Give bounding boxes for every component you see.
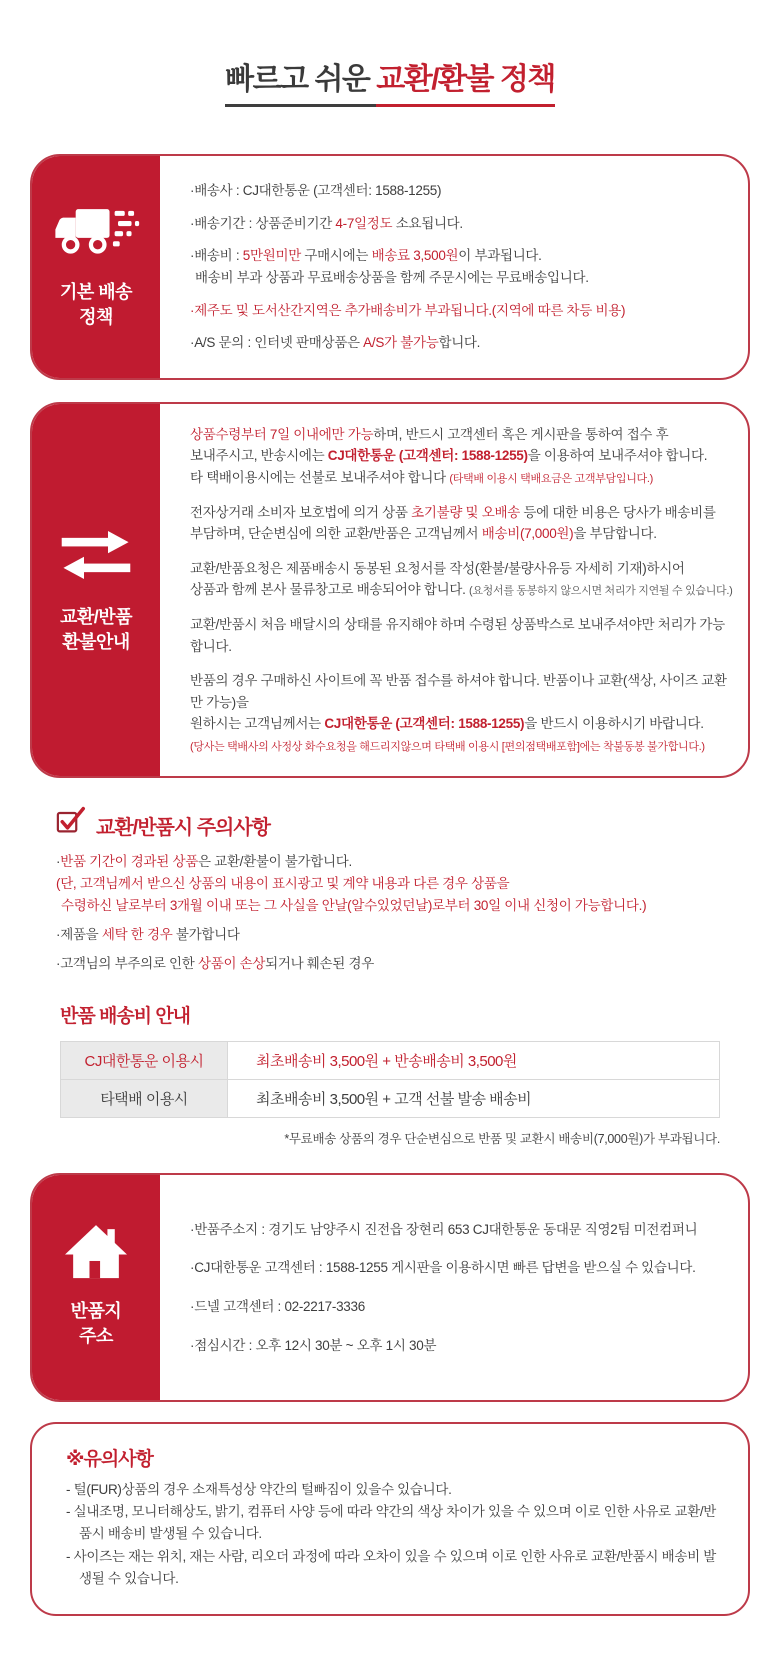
return-address-label-text: 반품지 주소 bbox=[70, 1301, 122, 1347]
text-line: 상품과 함께 본사 물류창고로 배송되어야 합니다. (요청서를 동봉하지 않으시면 처리가 지연될 수 있습니다.) bbox=[190, 582, 733, 598]
exchange-arrows-icon bbox=[58, 525, 134, 590]
text-line: 타 택배이용시에는 선불로 보내주셔야 합니다 (타택배 이용시 택배요금은 고객부담입니다.) bbox=[190, 469, 653, 485]
caution-heading-row bbox=[56, 806, 750, 840]
notice-box bbox=[30, 1422, 750, 1616]
return-fee-heading: 반품 배송비 안내 bbox=[60, 1005, 191, 1027]
return-fee-table bbox=[60, 1041, 720, 1118]
text-line: 교환/반품시 처음 배달시의 상태를 유지해야 하며 수령된 상품박스로 보내주셔야만 처리가 가능합니다. bbox=[190, 616, 725, 654]
basic-shipping-label-text: 기본 배송 정책 bbox=[59, 281, 133, 327]
exchange-refund-body bbox=[160, 404, 748, 777]
house-icon bbox=[65, 1225, 127, 1284]
address-line: ·드넬 고객센터 : 02-2217-3336 bbox=[190, 1298, 365, 1314]
page-title-prefix: 빠르고 쉬운 bbox=[225, 63, 376, 107]
address-line: ·CJ대한통운 고객센터 : 1588-1255 게시판을 이용하시면 빠른 답변을 받으실 수 있습니다. bbox=[190, 1260, 696, 1276]
caution-heading: 교환/반품시 주의사항 bbox=[96, 817, 270, 840]
checkbox-check-icon bbox=[56, 806, 86, 840]
notice-heading: ※유의사항 bbox=[66, 1449, 153, 1471]
fee-amount-cell: 최초배송비 3,500원 + 고객 선불 발송 배송비 bbox=[228, 1079, 720, 1117]
text-line: ·배송비 : 5만원미만 구매시에는 배송료 3,500원이 부과됩니다. bbox=[190, 248, 542, 264]
text-line: 전자상거래 소비자 보호법에 의거 상품 초기불량 및 오배송 등에 대한 비용은 당사가 배송비를 bbox=[190, 504, 716, 520]
text-line: 교환/반품요청은 제품배송시 동봉된 요청서를 작성(환불/불량사유등 자세히 기재)하시어 bbox=[190, 560, 685, 576]
exchange-refund-label-text: 교환/반품 환불안내 bbox=[59, 606, 133, 653]
text-line: (당사는 택배사의 사정상 화수요청을 해드리지않으며 타택배 이용시 [편의점택배포함]에는 착불동봉 불가합니다.) bbox=[190, 740, 705, 753]
truck-icon bbox=[52, 204, 140, 265]
return-address-body bbox=[160, 1175, 748, 1400]
exchange-refund-guide-box bbox=[30, 402, 750, 779]
notice-item: - 실내조명, 모니터해상도, 밝기, 컴퓨터 사양 등에 따라 약간의 색상 차이가 있을 수 있으며 이로 인한 사유로 교환/반품시 배송비 발생될 수 있습니다. bbox=[66, 1504, 717, 1542]
return-address-box bbox=[30, 1173, 750, 1402]
return-address-label-panel bbox=[32, 1175, 160, 1400]
caution-body bbox=[56, 851, 750, 974]
caution-section bbox=[56, 806, 750, 974]
text-line: 수령하신 날로부터 3개월 이내 또는 그 사실을 안날(알수있었던날)로부터 30일 이내 신청이 가능합니다.) bbox=[61, 898, 647, 914]
fee-carrier-cell: CJ대한통운 이용시 bbox=[61, 1041, 228, 1079]
address-line: ·점심시간 : 오후 12시 30분 ~ 오후 1시 30분 bbox=[190, 1337, 437, 1353]
text-line: 부담하며, 단순변심에 의한 교환/반품은 고객님께서 배송비(7,000원)을 부담합니다. bbox=[190, 526, 657, 542]
text-line: ·A/S 문의 : 인터넷 판매상품은 A/S가 불가능합니다. bbox=[190, 335, 481, 351]
table-row bbox=[61, 1041, 720, 1079]
fee-amount-cell: 최초배송비 3,500원 + 반송배송비 3,500원 bbox=[228, 1041, 720, 1079]
text-line: ·제주도 및 도서산간지역은 추가배송비가 부과됩니다.(지역에 따른 차등 비용) bbox=[190, 302, 626, 318]
basic-shipping-label-panel bbox=[32, 156, 160, 378]
text-line: 반품의 경우 구매하신 사이트에 꼭 반품 접수를 하셔야 합니다. 반품이나 교환(색상, 사이즈 교환만 가능)을 bbox=[190, 673, 727, 710]
text-line: (단, 고객님께서 받으신 상품의 내용이 표시광고 및 계약 내용과 다른 경우 상품을 bbox=[56, 876, 510, 892]
text-line: 보내주시고, 반송시에는 CJ대한통운 (고객센터: 1588-1255)을 이용하여 보내주셔야 합니다. bbox=[190, 448, 708, 464]
text-line: 원하시는 고객님께서는 CJ대한통운 (고객센터: 1588-1255)을 반드시 이용하시기 바랍니다. bbox=[190, 716, 704, 732]
text-line: 배송비 부과 상품과 무료배송상품을 함께 주문시에는 무료배송입니다. bbox=[195, 269, 589, 285]
page-title-wrap bbox=[0, 0, 780, 118]
text-line: ·배송기간 : 상품준비기간 4-7일정도 소요됩니다. bbox=[190, 215, 463, 231]
table-row bbox=[61, 1079, 720, 1117]
return-fee-section bbox=[60, 1001, 720, 1147]
text-line: ·배송사 : CJ대한통운 (고객센터: 1588-1255) bbox=[190, 183, 442, 199]
page-title bbox=[225, 62, 555, 98]
text-line: ·고객님의 부주의로 인한 상품이 손상되거나 훼손된 경우 bbox=[56, 955, 374, 971]
basic-shipping-policy-box bbox=[30, 154, 750, 380]
return-fee-footnote: *무료배송 상품의 경우 단순변심으로 반품 및 교환시 배송비(7,000원)가 부과됩니다. bbox=[284, 1131, 720, 1146]
page-title-highlight: 교환/환불 정책 bbox=[376, 63, 555, 107]
notice-item: - 사이즈는 재는 위치, 재는 사람, 리오더 과정에 따라 오차이 있을 수 있으며 이로 인한 사유로 교환/반품시 배송비 발생될 수 있습니다. bbox=[66, 1548, 717, 1586]
notice-items bbox=[66, 1479, 722, 1590]
text-line: 상품수령부터 7일 이내에만 가능하며, 반드시 고객센터 혹은 게시판을 통하여 접수 후 bbox=[190, 426, 669, 442]
basic-shipping-body bbox=[160, 156, 748, 378]
exchange-refund-label-panel bbox=[32, 404, 160, 777]
text-line: ·제품을 세탁 한 경우 불가합니다 bbox=[56, 927, 240, 943]
notice-item: - 털(FUR)상품의 경우 소재특성상 약간의 털빠짐이 있을수 있습니다. bbox=[66, 1482, 452, 1498]
text-line: ·반품 기간이 경과된 상품은 교환/환불이 불가합니다. bbox=[56, 854, 352, 870]
fee-carrier-cell: 타택배 이용시 bbox=[61, 1079, 228, 1117]
address-line: ·반품주소지 : 경기도 남양주시 진전읍 장현리 653 CJ대한통운 동대문 직영2팀 미전컴퍼니 bbox=[190, 1221, 698, 1237]
